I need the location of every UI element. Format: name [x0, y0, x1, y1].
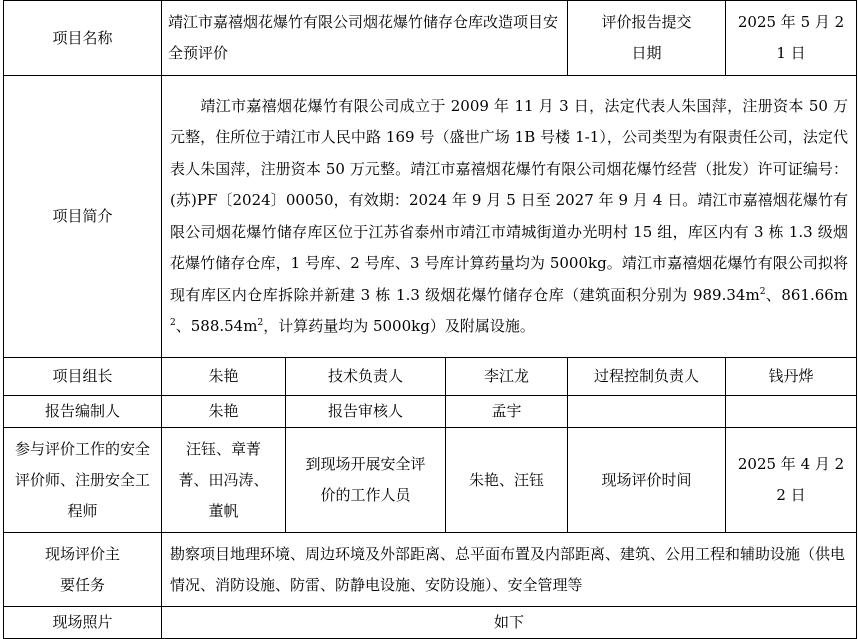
onsite-tasks-value: 勘察项目地理环境、周边环境及外部距离、总平面布置及内部距离、建筑、公用工程和辅助设施（供电情况、消防设施、防雷、防静电设施、安防设施）、安全管理等 — [162, 533, 857, 607]
team-leader-value: 朱艳 — [162, 358, 286, 396]
tech-lead-value: 李江龙 — [446, 358, 568, 396]
intro-text-part3: 、588.54m — [175, 317, 258, 335]
report-compiler-label: 报告编制人 — [4, 396, 162, 428]
row-project-intro — [4, 76, 857, 358]
project-intro-label: 项目简介 — [4, 76, 162, 358]
onsite-staff-value: 朱艳、汪钰 — [446, 428, 568, 533]
onsite-time-value: 2025 年 4 月 22 日 — [726, 428, 857, 533]
row-participants — [4, 428, 857, 533]
row-onsite-tasks — [4, 533, 857, 607]
row-team-leads — [4, 358, 857, 396]
site-photos-value: 如下 — [162, 607, 857, 639]
report-date-value: 2025 年 5 月 21 日 — [726, 1, 857, 76]
row-project-name — [4, 1, 857, 76]
onsite-time-label: 现场评价时间 — [568, 428, 726, 533]
report-reviewer-value: 孟宇 — [446, 396, 568, 428]
onsite-staff-label: 到现场开展安全评价的工作人员 — [286, 428, 446, 533]
process-control-label: 过程控制负责人 — [568, 358, 726, 396]
unit-superscript-2: 2 — [170, 318, 176, 328]
empty-cell-2 — [726, 396, 857, 428]
intro-text-part4: ，计算药量均为 5000kg）及附属设施。 — [263, 317, 535, 335]
project-name-label: 项目名称 — [4, 1, 162, 76]
report-date-label: 评价报告提交日期 — [568, 1, 726, 76]
process-control-value: 钱丹烨 — [726, 358, 857, 396]
row-report-staff — [4, 396, 857, 428]
project-info-table — [3, 0, 857, 639]
report-compiler-value: 朱艳 — [162, 396, 286, 428]
onsite-tasks-label: 现场评价主要任务 — [4, 533, 162, 607]
report-reviewer-label: 报告审核人 — [286, 396, 446, 428]
project-intro-text — [162, 76, 857, 358]
row-site-photos — [4, 607, 857, 639]
team-leader-label: 项目组长 — [4, 358, 162, 396]
intro-text-part2: 、861.66m — [765, 285, 849, 304]
tech-lead-label: 技术负责人 — [286, 358, 446, 396]
intro-text-part1: 靖江市嘉禧烟花爆竹有限公司成立于 2009 年 11 月 3 日，法定代表人朱国萍，注册资本 50 万元整，住所位于靖江市人民中路 169 号（盛世广场 1B 号楼 1-1），公司类型为有限责任公司，法定代表人朱国萍，注册资本 50 万元整。靖江市嘉禧烟花爆竹有限公司烟花爆竹经营（批发）许可证编号：(苏)PF〔2024〕00050，有效期：2024 年 9 月 5 日至 2027 年 9 月 4 日。靖江市嘉禧烟花爆竹有限公司烟花爆竹储存库区位于江苏省泰州市靖江市靖城街道办光明村 15 组，库区内有 3 栋 1.3 级烟花爆竹储存仓库，1 号库、2 号库、3 号库计算药量均为 5000kg。靖江市嘉禧烟花爆竹有限公司拟将现有库区内仓库拆除并新建 3 栋 1.3 级烟花爆竹储存仓库（建筑面积分别为 989.34m — [170, 96, 849, 304]
site-photos-label: 现场照片 — [4, 607, 162, 639]
project-name-value: 靖江市嘉禧烟花爆竹有限公司烟花爆竹储存仓库改造项目安全预评价 — [162, 1, 568, 76]
empty-cell-1 — [568, 396, 726, 428]
participants-label: 参与评价工作的安全评价师、注册安全工程师 — [4, 428, 162, 533]
unit-superscript-1: 2 — [759, 286, 766, 297]
participants-value: 汪钰、章菁菁、田冯涛、董帆 — [162, 428, 286, 533]
unit-superscript-3: 2 — [257, 318, 264, 328]
